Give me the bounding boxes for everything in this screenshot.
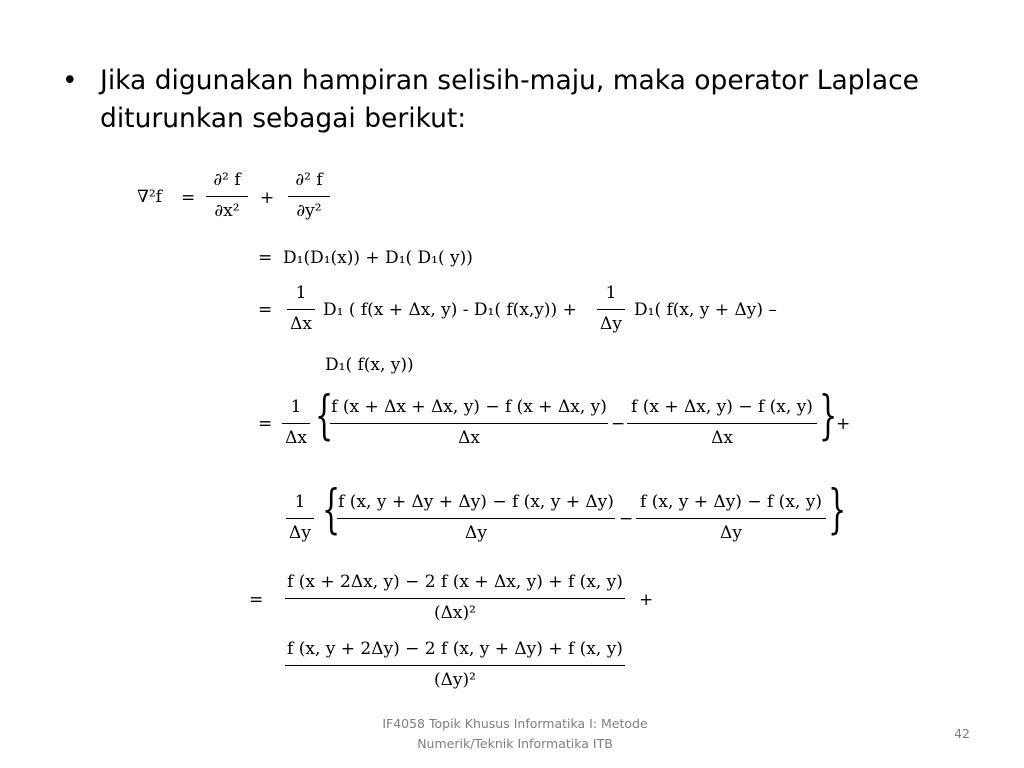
plus-sign: + — [639, 590, 654, 610]
denominator: (Δx)² — [434, 603, 476, 623]
fraction-1-dx — [287, 285, 315, 333]
denominator: Δy — [289, 523, 311, 543]
fraction-bar — [206, 196, 248, 197]
right-brace: } — [819, 386, 838, 446]
denominator: ∂x² — [214, 201, 240, 221]
fraction-bar — [330, 423, 608, 424]
footer-course-title — [340, 714, 690, 754]
operator-expression: D₁ ( f(x + Δx, y) - D₁( f(x,y)) + — [323, 300, 577, 320]
fraction-forward-y-b — [636, 494, 826, 542]
denominator: Δx — [711, 428, 733, 448]
fraction-forward-x-b — [627, 399, 817, 447]
fraction-bar — [337, 518, 615, 519]
numerator: f (x + Δx + Δx, y) − f (x + Δx, y) — [331, 397, 607, 417]
operator-expression: D₁( f(x, y + Δy) – — [634, 300, 777, 320]
denominator: Δy — [720, 523, 742, 543]
plus-sign: + — [260, 188, 275, 208]
fraction-bar — [597, 309, 625, 310]
minus-sign: − — [619, 509, 634, 529]
fraction-bar — [287, 309, 315, 310]
equals-sign: = — [249, 590, 264, 610]
denominator: Δx — [290, 314, 312, 334]
fraction-1-dx — [282, 399, 310, 447]
left-brace: { — [315, 386, 334, 446]
fraction-forward-y-a — [337, 494, 615, 542]
numerator: f (x + Δx, y) − f (x, y) — [631, 397, 813, 417]
page-number: 42 — [954, 726, 970, 741]
operator-expression: D₁(D₁(x)) + D₁( D₁( y)) — [283, 248, 473, 268]
numerator: f (x, y + Δy) − f (x, y) — [640, 492, 822, 512]
right-brace: } — [828, 480, 847, 540]
fraction-forward-x-a — [330, 399, 608, 447]
minus-sign: − — [611, 414, 626, 434]
denominator: Δy — [465, 523, 487, 543]
fraction-d2f-dx2 — [206, 172, 248, 220]
laplacian-symbol: ∇²f — [137, 187, 162, 207]
numerator: 1 — [605, 283, 617, 303]
fraction-bar — [286, 518, 314, 519]
equals-sign: = — [181, 188, 196, 208]
numerator: ∂² f — [295, 170, 323, 190]
numerator: 1 — [290, 397, 302, 417]
fraction-bar — [282, 423, 310, 424]
equals-sign: = — [258, 414, 273, 434]
denominator: ∂y² — [296, 201, 322, 221]
denominator: (Δy)² — [434, 670, 476, 690]
fraction-bar — [627, 423, 817, 424]
fraction-bar — [636, 518, 826, 519]
numerator: ∂² f — [213, 170, 241, 190]
numerator: 1 — [295, 283, 307, 303]
numerator: f (x + 2Δx, y) − 2 f (x + Δx, y) + f (x, y) — [287, 572, 623, 592]
equals-sign: = — [258, 300, 273, 320]
equals-sign: = — [258, 248, 273, 268]
fraction-1-dy — [597, 285, 625, 333]
fraction-second-diff-x — [285, 574, 625, 622]
footer-line: IF4058 Topik Khusus Informatika I: Metode — [382, 716, 648, 731]
bullet-point: • — [62, 65, 78, 96]
fraction-bar — [285, 598, 625, 599]
fraction-1-dy — [286, 494, 314, 542]
numerator: f (x, y + Δy + Δy) − f (x, y + Δy) — [338, 492, 614, 512]
fraction-bar — [288, 196, 330, 197]
plus-sign: + — [836, 414, 851, 434]
fraction-second-diff-y — [285, 641, 625, 689]
fraction-bar — [285, 665, 625, 666]
left-brace: { — [322, 480, 341, 540]
fraction-d2f-dy2 — [288, 172, 330, 220]
footer-line: Numerik/Teknik Informatika ITB — [417, 736, 613, 751]
numerator: 1 — [294, 492, 306, 512]
numerator: f (x, y + 2Δy) − 2 f (x, y + Δy) + f (x, y) — [287, 639, 623, 659]
denominator: Δx — [458, 428, 480, 448]
denominator: Δx — [285, 428, 307, 448]
bullet-text: Jika digunakan hampiran selisih-maju, maka operator Laplace diturunkan sebagai berikut: — [100, 65, 919, 134]
operator-expression: D₁( f(x, y)) — [325, 355, 414, 375]
denominator: Δy — [600, 314, 622, 334]
